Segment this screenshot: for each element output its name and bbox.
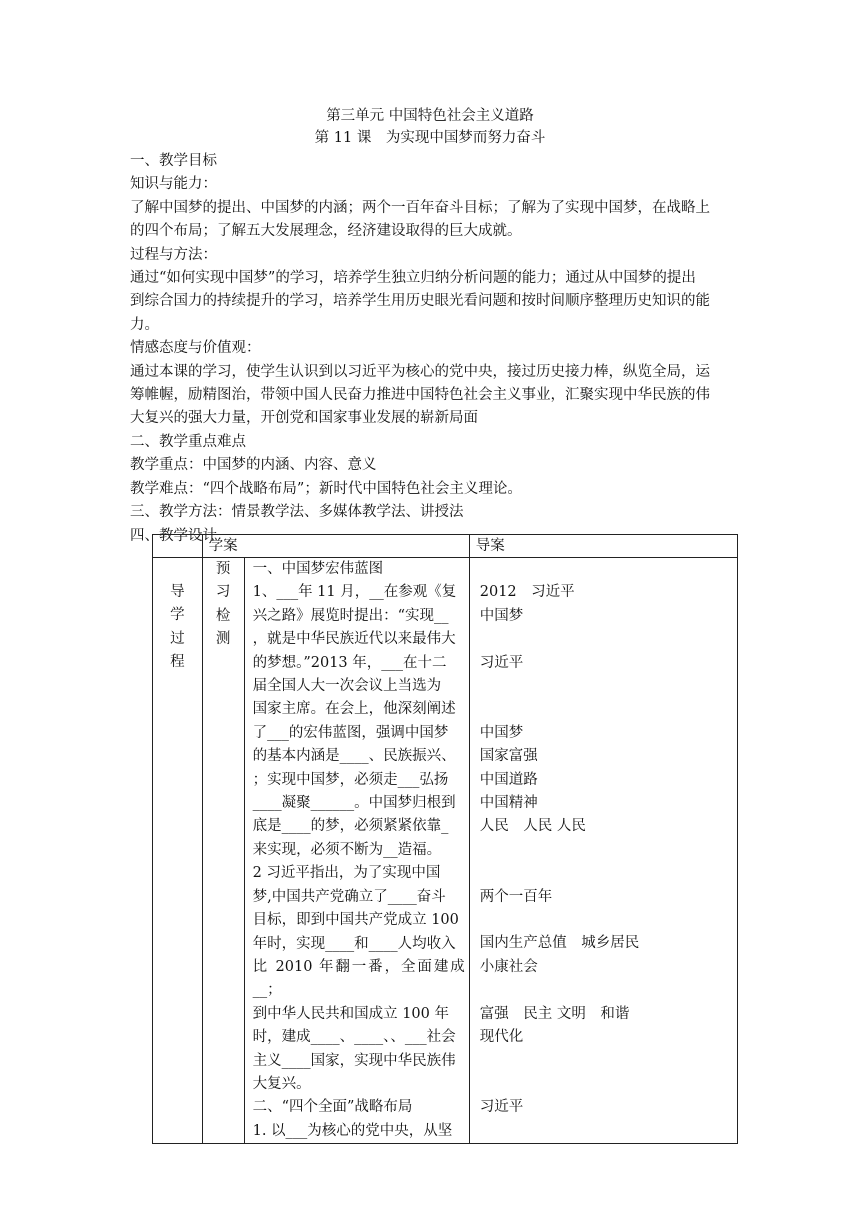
text-line: 的四个布局；了解五大发展理念，经济建设取得的巨大成就。 bbox=[130, 223, 522, 240]
knowledge-label: 知识与能力： bbox=[130, 176, 217, 193]
study-line: 二、“四个全面”战略布局 bbox=[252, 1099, 413, 1116]
study-line: 到中华人民共和国成立 100 年 bbox=[252, 1005, 449, 1022]
answer-text: 2012 习近平 bbox=[479, 584, 575, 601]
study-line: 目标，即到中国共产党成立 100 bbox=[252, 912, 459, 929]
study-line: 梦,中国共产党确立了____奋斗 bbox=[252, 888, 446, 905]
text-line: 大复兴的强大力量，开创党和国家事业发展的崭新局面 bbox=[130, 410, 478, 427]
table-header-row bbox=[153, 535, 738, 558]
study-line: 2 习近平指出，为了实现中国 bbox=[252, 865, 441, 882]
answer-text: 人民 人民 人民 bbox=[479, 818, 586, 835]
unit-title: 第三单元 中国特色社会主义道路 bbox=[326, 108, 534, 124]
study-line: ____凝聚______。中国梦归根到 bbox=[252, 795, 456, 812]
section-heading: 三、教学方法：情景教学法、多媒体教学法、讲授法 bbox=[130, 504, 464, 521]
study-line: 1、___年 11 月，__在参观《复 bbox=[252, 584, 457, 601]
study-line: 比 2010 年翻一番，全面建成__； bbox=[252, 958, 465, 999]
answer-text: 中国精神 bbox=[479, 795, 538, 811]
study-line: 时，建成____、____、、___社会 bbox=[252, 1029, 456, 1046]
document-body bbox=[130, 150, 730, 548]
emotion-label: 情感态度与价值观： bbox=[130, 340, 261, 357]
answer-text: 富强 民主 文明 和谐 bbox=[479, 1005, 630, 1022]
table-row bbox=[153, 558, 738, 1144]
section-heading: 二、教学重点难点 bbox=[130, 433, 246, 450]
study-line: 届全国人大一次会议上当选为 bbox=[252, 678, 442, 695]
teaching-focus: 教学重点：中国梦的内涵、内容、意义 bbox=[130, 457, 377, 474]
vertical-char: 测 bbox=[215, 631, 231, 648]
study-line: 国家主席。在会上，他深刻阐述 bbox=[252, 701, 456, 718]
section-heading: 四、教学设计 bbox=[130, 527, 217, 544]
text-line: 力。 bbox=[130, 316, 159, 333]
answer-text: 习近平 bbox=[479, 1099, 524, 1116]
study-line: 主义____国家，实现中华民族伟 bbox=[252, 1052, 456, 1069]
answer-text: 现代化 bbox=[479, 1029, 524, 1045]
study-line: 一、中国梦宏伟蓝图 bbox=[252, 561, 384, 577]
study-line: 底是____的梦，必须紧紧依靠_ bbox=[252, 818, 449, 835]
answer-text: 国家富强 bbox=[479, 748, 538, 765]
answer-text: 习近平 bbox=[479, 654, 524, 671]
text-line: 了解中国梦的提出、中国梦的内涵；两个一百年奋斗目标；了解为了实现中国梦，在战略上 bbox=[130, 199, 710, 216]
preview-check-cell bbox=[202, 558, 244, 1144]
vertical-char: 习 bbox=[215, 584, 231, 601]
study-line: 的梦想。”2013 年，___在十二 bbox=[252, 654, 447, 671]
study-line: ，就是中华民族近代以来最伟大 bbox=[252, 631, 456, 648]
answer-text: 两个一百年 bbox=[479, 888, 553, 905]
text-line: 通过本课的学习，使学生认识到以习近平为核心的党中央，接过历史接力棒，纵览全局，运 bbox=[130, 363, 710, 380]
teaching-difficulty: 教学难点：“四个战略布局”；新时代中国特色社会主义理论。 bbox=[130, 480, 522, 497]
header-guide-plan: 导案 bbox=[469, 535, 737, 558]
answer-text: 小康社会 bbox=[479, 958, 538, 975]
vertical-char: 学 bbox=[170, 607, 185, 624]
text-line: 筹帷幄，励精图治，带领中国人民奋力推进中国特色社会主义事业，汇聚实现中华民族的伟 bbox=[130, 387, 710, 404]
vertical-char: 预 bbox=[215, 561, 231, 577]
study-line: 大复兴。 bbox=[252, 1075, 311, 1092]
vertical-char: 过 bbox=[170, 630, 185, 647]
study-line: 兴之路》展览时提出：“实现__ bbox=[252, 607, 449, 624]
study-line: 1. 以___为核心的党中央，从坚 bbox=[252, 1122, 453, 1139]
study-content-cell bbox=[244, 558, 469, 1144]
vertical-char: 程 bbox=[170, 654, 185, 671]
study-line: 的基本内涵是____、民族振兴、 bbox=[252, 748, 456, 765]
study-line: 了___的宏伟蓝图，强调中国梦 bbox=[252, 724, 449, 741]
header-study-plan: 学案 bbox=[202, 535, 469, 558]
lesson-title: 第 11 课 为实现中国梦而努力奋斗 bbox=[314, 130, 546, 146]
section-heading: 一、教学目标 bbox=[130, 153, 217, 169]
answer-text: 中国梦 bbox=[479, 724, 524, 741]
header-blank-cell bbox=[153, 535, 203, 558]
lesson-design-table bbox=[152, 534, 738, 1144]
answer-text: 国内生产总值 城乡居民 bbox=[479, 935, 640, 952]
vertical-char: 导 bbox=[170, 584, 185, 600]
study-line: 年时，实现____和____人均收入 bbox=[252, 935, 456, 952]
answer-text: 中国梦 bbox=[479, 607, 524, 624]
vertical-char: 检 bbox=[215, 607, 231, 624]
text-line: 通过“如何实现中国梦”的学习，培养学生独立归纳分析问题的能力；通过从中国梦的提出 bbox=[130, 270, 696, 287]
text-line: 到综合国力的持续提升的学习，培养学生用历史眼光看问题和按时间顺序整理历史知识的能 bbox=[130, 293, 710, 310]
guide-process-cell bbox=[153, 558, 203, 1144]
study-line: 来实现，必须不断为__造福。 bbox=[252, 841, 442, 858]
study-line: ；实现中国梦，必须走___弘扬 bbox=[252, 771, 449, 788]
process-label: 过程与方法： bbox=[130, 246, 217, 263]
guide-answers-cell bbox=[469, 558, 737, 1144]
answer-text: 中国道路 bbox=[479, 771, 538, 788]
